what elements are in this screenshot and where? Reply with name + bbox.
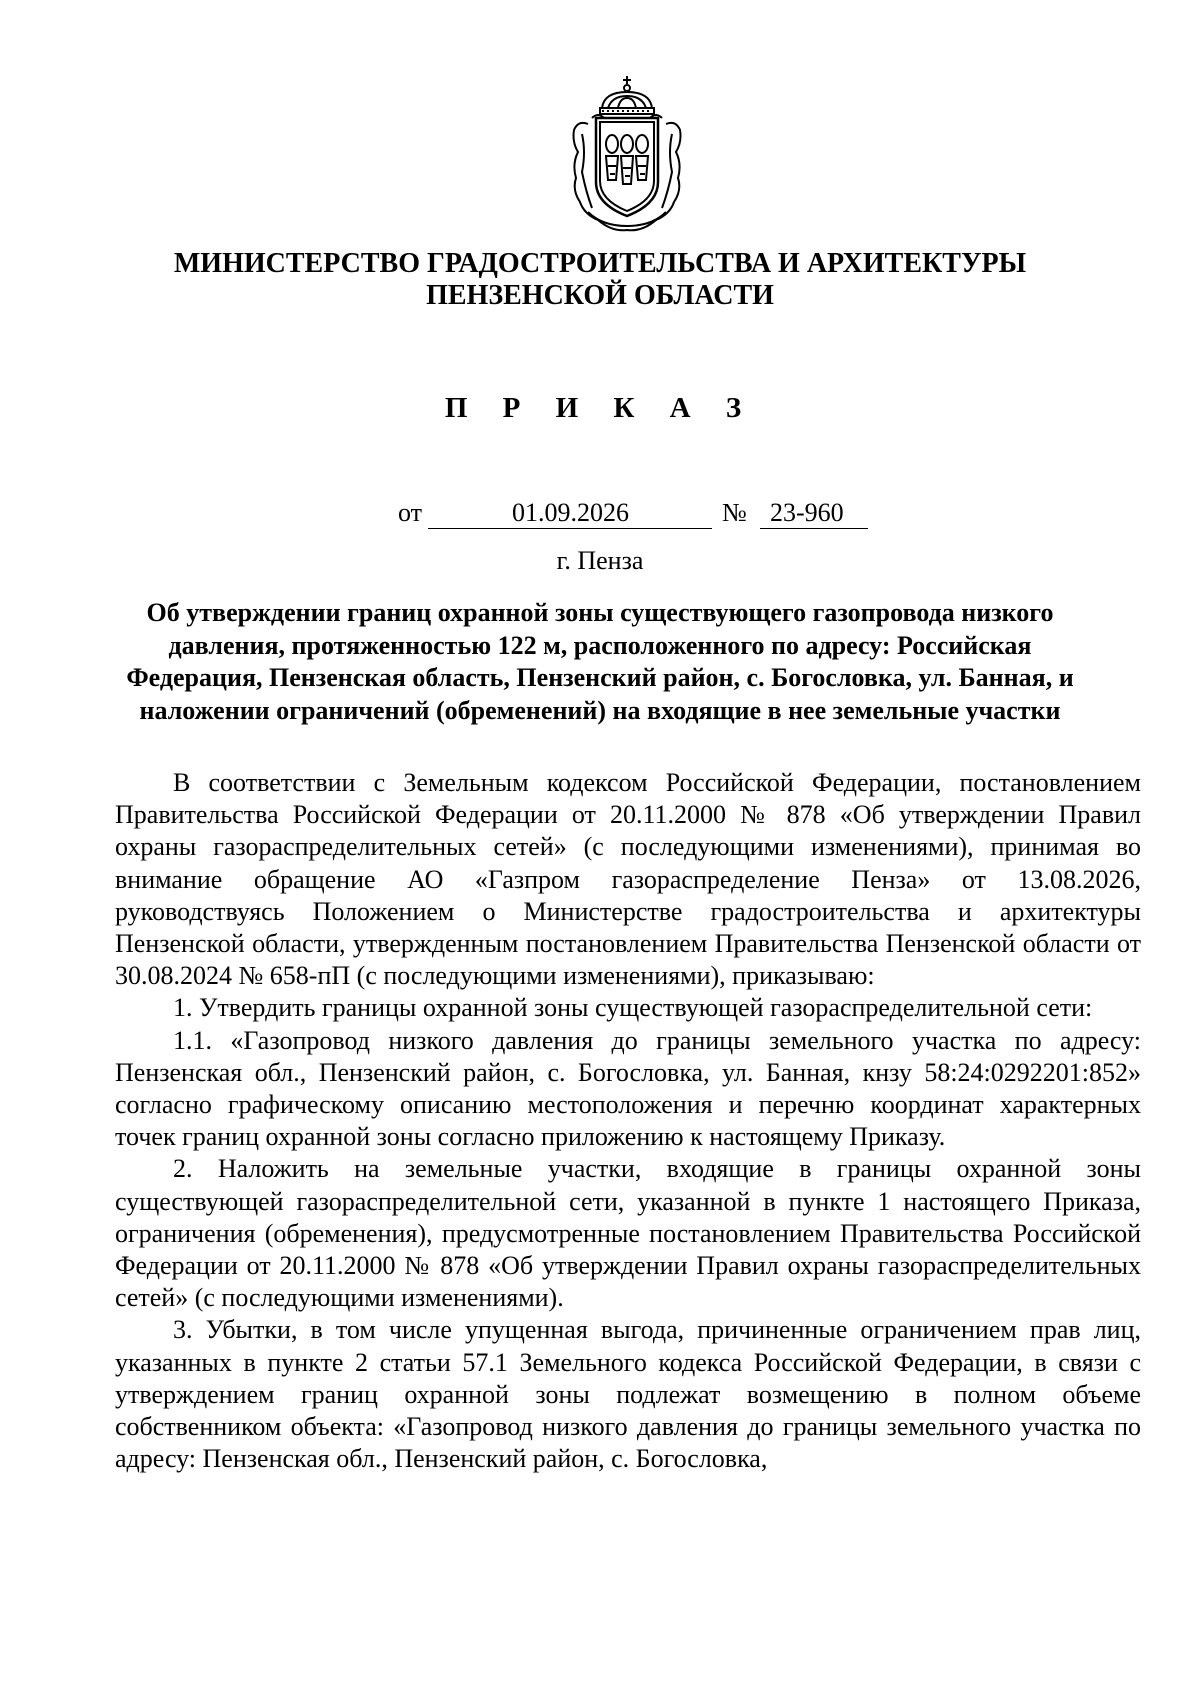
date-prefix: от [398, 498, 423, 527]
document-date: 01.09.2026 [512, 498, 629, 527]
item-1-paragraph: 1. Утвердить границы охранной зоны существующей газораспределительной сети: [173, 993, 1093, 1023]
document-type-title: П Р И К А З [444, 392, 756, 424]
item-3-paragraph: 3. Убытки, в том числе упущенная выгода, причиненные ограничением прав лиц, указанных в пункте 2 статьи 57.1 Земельного кодекса Российской Федерации, в связи с утверждением границ охранной зоны подлежат возмещению в полном объеме собственником объекта: «Газопровод низкого давления до границы земельного участка по адресу: Пензенская обл., Пензенский район, с. Богословка, [115, 1315, 1141, 1474]
document-subject: Об утверждении границ охранной зоны существующего газопровода низкого давления, протяженностью 122 м, расположенного по адресу: Российская Федерация, Пензенская область, Пензенский район, с. Богословка, ул. Банная, и наложении ограничений (обременений) на входящие в нее земельные участки [126, 598, 1074, 725]
coat-of-arms-emblem [568, 72, 686, 238]
item-2-paragraph: 2. Наложить на земельные участки, входящие в границы охранной зоны существующей газораспределительной сети, указанной в пункте 1 настоящего Приказа, ограничения (обременения), предусмотренные постановлением Правительства Российской Федерации от 20.11.2000 № 878 «Об утверждении Правил охраны газораспределительных сетей» (с последующими изменениями). [115, 1154, 1141, 1313]
document-number: 23-960 [770, 498, 844, 527]
date-number-line [0, 497, 1200, 537]
document-body [115, 767, 1141, 1475]
preamble-paragraph: В соответствии с Земельным кодексом Российской Федерации, постановлением Правительства Российской Федерации от 20.11.2000 № 878 «Об утверждении Правил охраны газораспределительных сетей» (с последующими изменениями), принимая во внимание обращение АО «Газпром газораспределение Пенза» от 13.08.2026, руководствуясь Положением о Министерстве градостроительства и архитектуры Пензенской области, утвержденным постановлением Правительства Пензенской области от 30.08.2024 № 658-пП (с последующими изменениями), приказываю: [115, 768, 1141, 991]
ministry-name-line1: МИНИСТЕРСТВО ГРАДОСТРОИТЕЛЬСТВА И АРХИТЕКТУРЫ [173, 248, 1027, 279]
number-prefix: № [722, 498, 747, 527]
item-1-1-paragraph: 1.1. «Газопровод низкого давления до границы земельного участка по адресу: Пензенская обл., Пензенский район, с. Богословка, ул. Банная, кнзу 58:24:0292201:852» согласно графическому описанию местоположения и перечню координат характерных точек границ охранной зоны согласно приложению к настоящему Приказу. [115, 1025, 1141, 1152]
document-city: г. Пенза [556, 546, 644, 575]
ministry-name-line2: ПЕНЗЕНСКОЙ ОБЛАСТИ [426, 280, 774, 311]
